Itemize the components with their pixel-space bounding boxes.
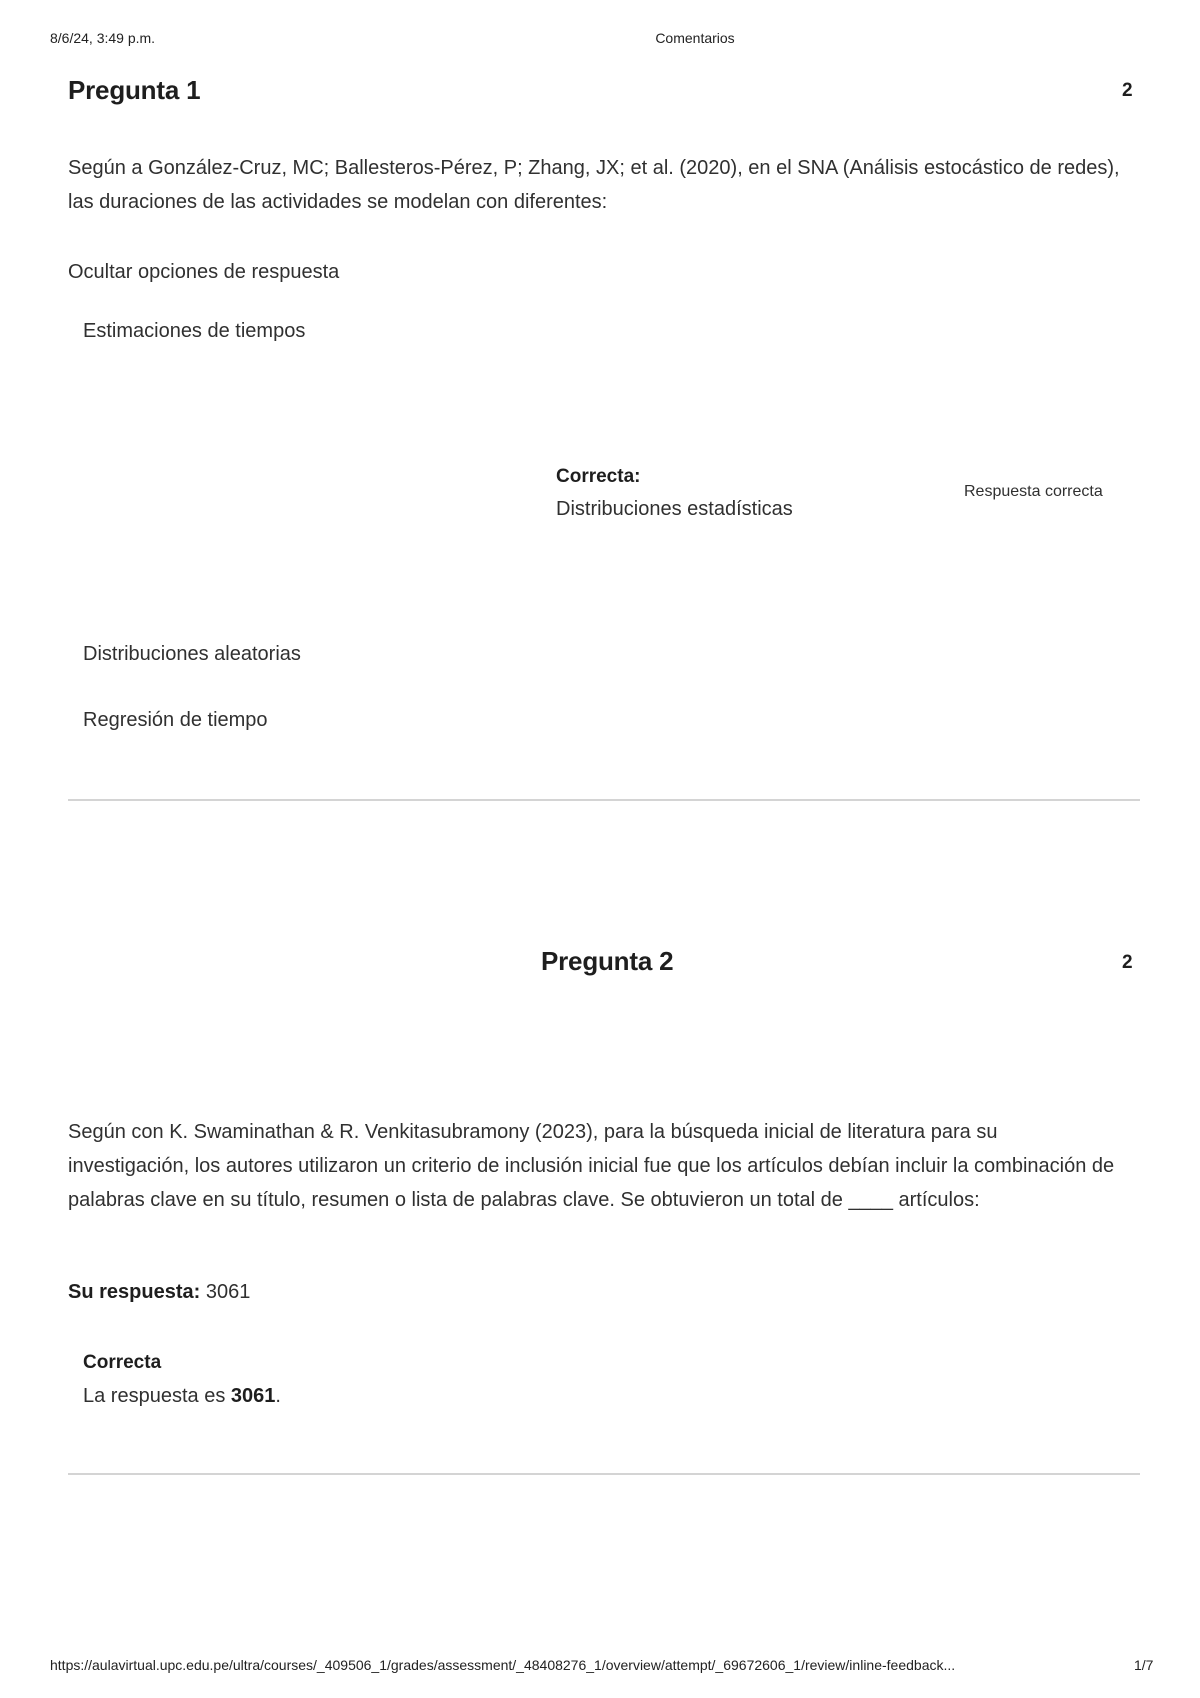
question-1-points: 2 [1122, 80, 1133, 101]
print-url: https://aulavirtual.upc.edu.pe/ultra/courses/_409506_1/grades/assessment/_48408276_1/overview/attempt/_69672606_1/review/inline-feedback... [50, 1657, 956, 1673]
question-divider [68, 1473, 1140, 1475]
hide-answer-options-toggle[interactable]: Ocultar opciones de respuesta [68, 261, 340, 283]
your-answer-label: Su respuesta: [68, 1281, 201, 1303]
correct-answer: Distribuciones estadísticas [556, 498, 793, 520]
question-2-title: Pregunta 2 [541, 946, 674, 976]
answer-option: Regresión de tiempo [83, 709, 268, 731]
answer-option: Estimaciones de tiempos [83, 320, 306, 342]
feedback-text [83, 1385, 281, 1408]
question-2-points: 2 [1122, 952, 1133, 973]
feedback-prefix: La respuesta es [83, 1385, 226, 1407]
answer-status: Respuesta correcta [964, 483, 1103, 500]
feedback-value: 3061 [230, 1385, 276, 1407]
question-2-prompt: Según con K. Swaminathan & R. Venkitasubramony (2023), para la búsqueda inicial de literatura para su investigación, los autores utilizaron un criterio de inclusión inicial fue que los artículos debían incluir la combinación de palabras clave en su título, resumen o lista de palabras clave. Se obtuvieron un total de ____ artículos: [68, 1121, 1115, 1211]
answer-option: Distribuciones aleatorias [83, 643, 301, 665]
feedback-suffix: . [275, 1385, 281, 1407]
correct-label: Correcta: [556, 466, 641, 487]
print-date: 8/6/24, 3:49 p.m. [50, 30, 156, 46]
question-1-title: Pregunta 1 [68, 75, 201, 105]
your-answer [68, 1281, 250, 1304]
page-number: 1/7 [1134, 1657, 1154, 1673]
question-divider [68, 799, 1140, 801]
question-1-prompt: Según a González-Cruz, MC; Ballesteros-Pérez, P; Zhang, JX; et al. (2020), en el SNA (Análisis estocástico de redes), las duraciones de las actividades se modelan con diferentes: [68, 157, 1120, 213]
print-page-title: Comentarios [655, 30, 735, 46]
feedback-title: Correcta [83, 1352, 162, 1373]
your-answer-value: 3061 [205, 1281, 251, 1303]
